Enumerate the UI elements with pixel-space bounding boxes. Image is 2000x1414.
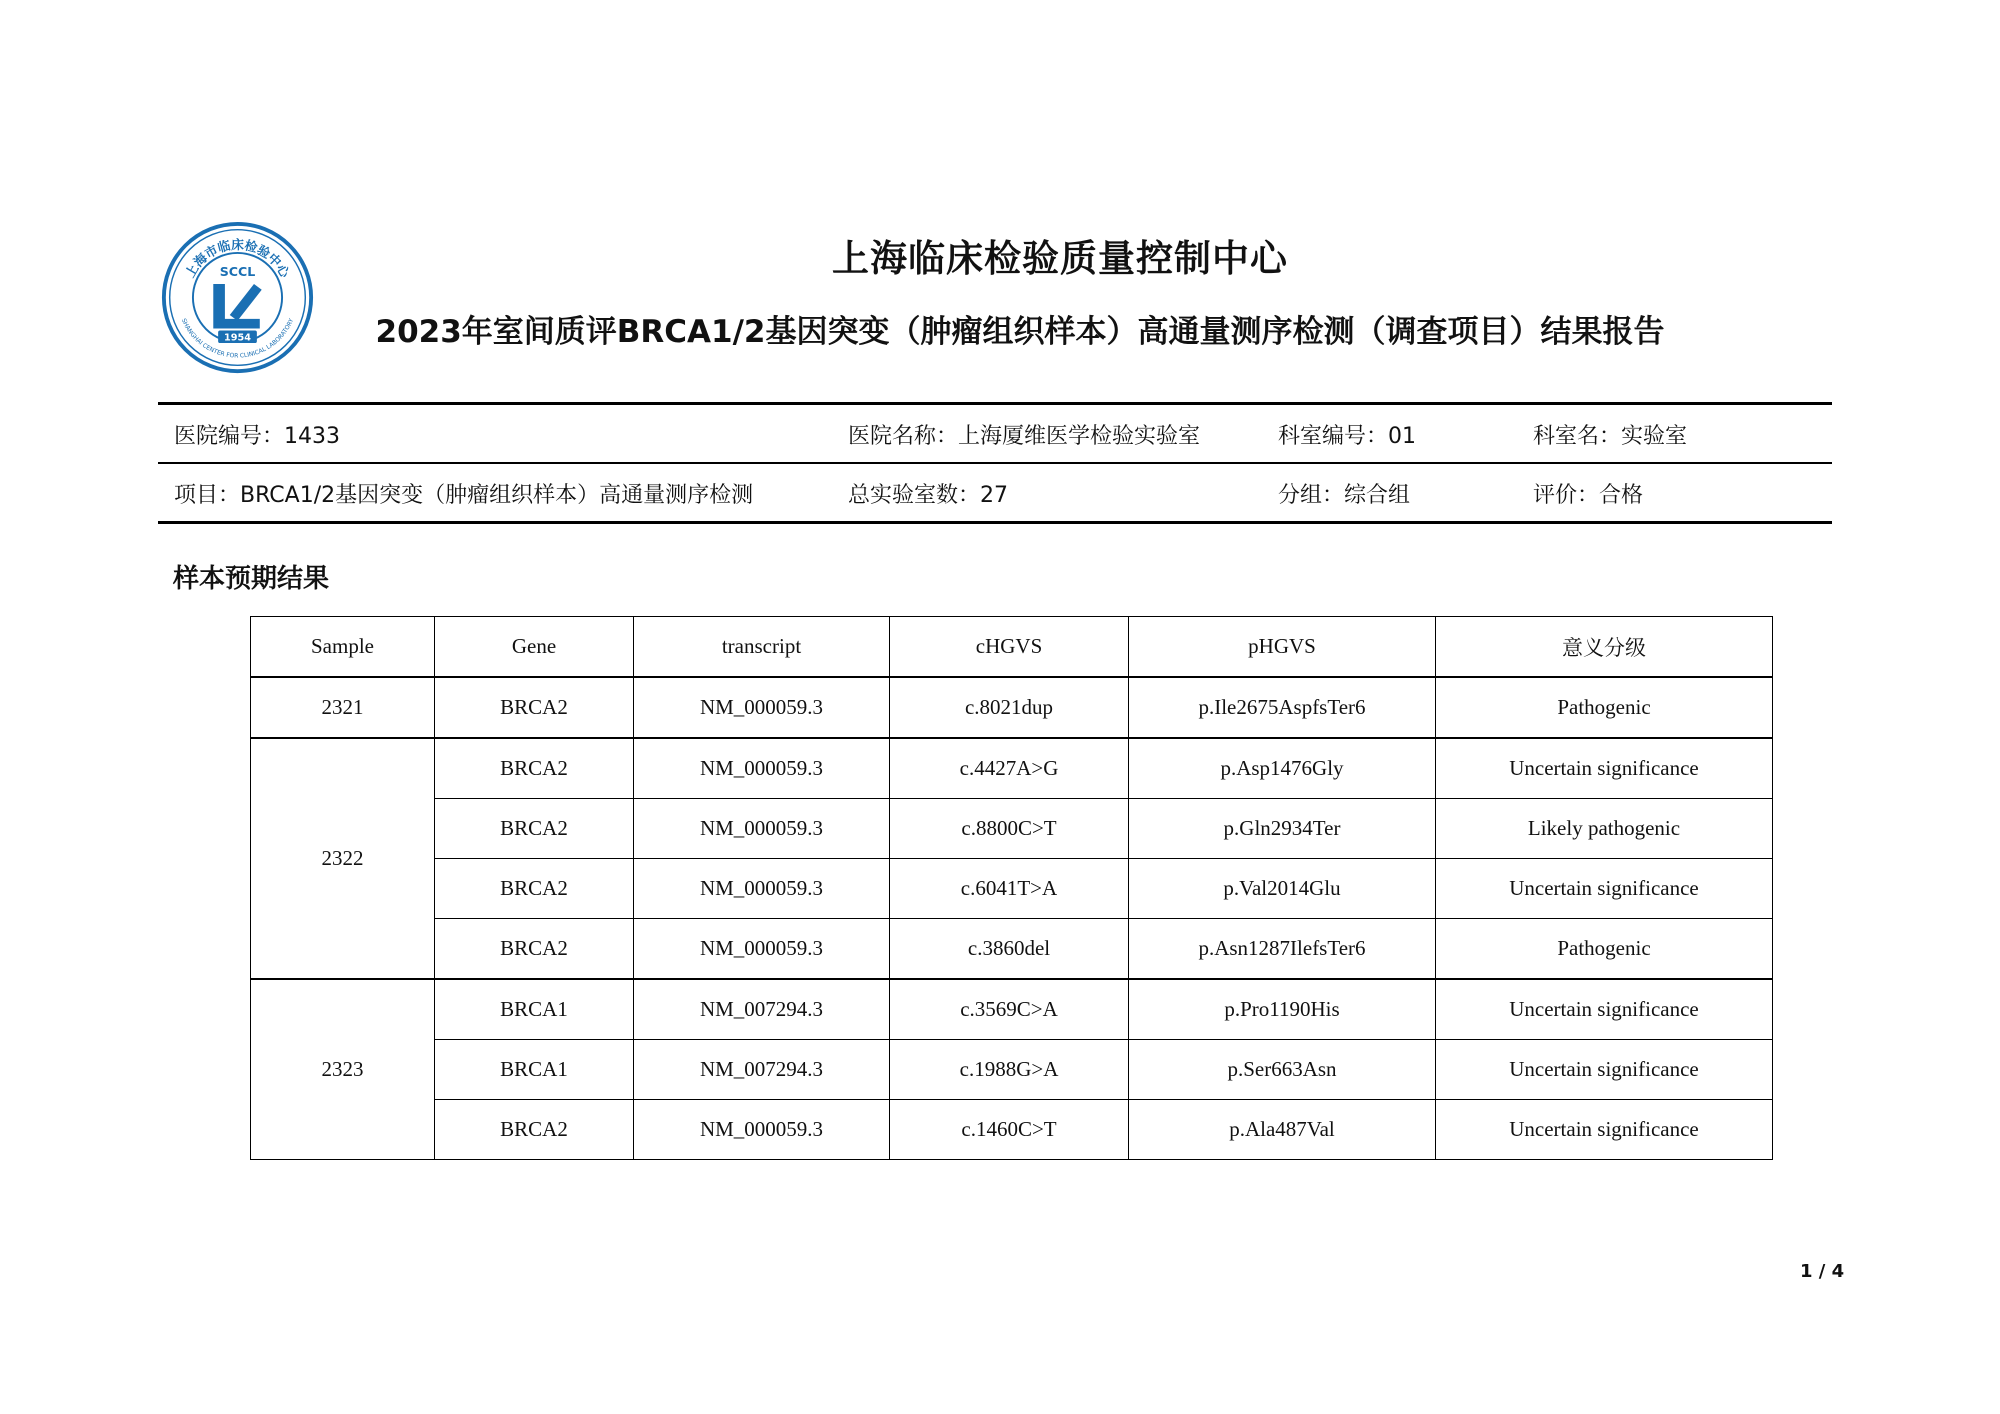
results-table (250, 616, 1773, 1160)
gene-cell: BRCA2 (435, 1100, 634, 1160)
transcript-cell: NM_000059.3 (634, 799, 890, 859)
gene-cell: BRCA1 (435, 1040, 634, 1100)
svg-text:SCCL: SCCL (219, 264, 256, 280)
table-row (251, 1100, 1773, 1160)
transcript-cell: NM_000059.3 (634, 738, 890, 799)
page-number: 1 / 4 (1800, 1261, 1845, 1282)
table-row (251, 1040, 1773, 1100)
phgvs-cell: p.Asp1476Gly (1129, 738, 1436, 799)
evaluation: 评价：合格 (1533, 483, 1644, 508)
significance-cell: Pathogenic (1436, 677, 1773, 738)
chgvs-cell: c.3569C>A (890, 979, 1129, 1040)
chgvs-cell: c.8800C>T (890, 799, 1129, 859)
phgvs-cell: p.Asn1287IlefsTer6 (1129, 919, 1436, 980)
header-transcript: transcript (634, 617, 890, 678)
chgvs-cell: c.6041T>A (890, 859, 1129, 919)
transcript-cell: NM_000059.3 (634, 1100, 890, 1160)
chgvs-cell: c.3860del (890, 919, 1129, 980)
significance-cell: Uncertain significance (1436, 738, 1773, 799)
header-gene: Gene (435, 617, 634, 678)
chgvs-cell: c.4427A>G (890, 738, 1129, 799)
transcript-cell: NM_007294.3 (634, 1040, 890, 1100)
significance-cell: Uncertain significance (1436, 859, 1773, 919)
sample-cell: 2321 (251, 677, 435, 738)
gene-cell: BRCA2 (435, 677, 634, 738)
phgvs-cell: p.Pro1190His (1129, 979, 1436, 1040)
gene-cell: BRCA2 (435, 919, 634, 980)
svg-text:SHANGHAI CENTER FOR CLINICAL L: SHANGHAI CENTER FOR CLINICAL LABORATORY (179, 317, 296, 360)
table-row (251, 677, 1773, 738)
gene-cell: BRCA2 (435, 738, 634, 799)
header-sample: Sample (251, 617, 435, 678)
dept-id: 科室编号：01 (1278, 424, 1416, 449)
info-row-2 (158, 462, 1832, 521)
gene-cell: BRCA2 (435, 859, 634, 919)
significance-cell: Uncertain significance (1436, 979, 1773, 1040)
header-phgvs: pHGVS (1129, 617, 1436, 678)
phgvs-cell: p.Ser663Asn (1129, 1040, 1436, 1100)
group: 分组：综合组 (1278, 483, 1411, 508)
info-block (158, 402, 1832, 524)
svg-text:上海市临床检验中心: 上海市临床检验中心 (182, 237, 293, 280)
report-subtitle: 2023年室间质评BRCA1/2基因突变（肿瘤组织样本）高通量测序检测（调查项目）结果报告 (375, 314, 1665, 350)
chgvs-cell: c.1460C>T (890, 1100, 1129, 1160)
significance-cell: Uncertain significance (1436, 1040, 1773, 1100)
phgvs-cell: p.Ile2675AspfsTer6 (1129, 677, 1436, 738)
report-title: 上海临床检验质量控制中心 (832, 237, 1288, 280)
phgvs-cell: p.Ala487Val (1129, 1100, 1436, 1160)
table-row (251, 799, 1773, 859)
phgvs-cell: p.Gln2934Ter (1129, 799, 1436, 859)
significance-cell: Pathogenic (1436, 919, 1773, 980)
table-header-row (251, 617, 1773, 678)
transcript-cell: NM_007294.3 (634, 979, 890, 1040)
chgvs-cell: c.1988G>A (890, 1040, 1129, 1100)
info-row-1 (158, 405, 1832, 462)
table-row (251, 738, 1773, 799)
hospital-id: 医院编号：1433 (174, 424, 340, 449)
phgvs-cell: p.Val2014Glu (1129, 859, 1436, 919)
table-row (251, 979, 1773, 1040)
gene-cell: BRCA1 (435, 979, 634, 1040)
gene-cell: BRCA2 (435, 799, 634, 859)
section-title: 样本预期结果 (173, 564, 330, 594)
table-row (251, 859, 1773, 919)
significance-cell: Uncertain significance (1436, 1100, 1773, 1160)
svg-text:1954: 1954 (224, 332, 251, 344)
total-labs: 总实验室数：27 (848, 483, 1008, 508)
sample-cell: 2322 (251, 738, 435, 979)
table-row (251, 919, 1773, 980)
transcript-cell: NM_000059.3 (634, 919, 890, 980)
transcript-cell: NM_000059.3 (634, 677, 890, 738)
project: 项目：BRCA1/2基因突变（肿瘤组织样本）高通量测序检测 (174, 483, 754, 508)
chgvs-cell: c.8021dup (890, 677, 1129, 738)
hospital-name: 医院名称：上海厦维医学检验实验室 (848, 424, 1201, 449)
sample-cell: 2323 (251, 979, 435, 1160)
header-significance: 意义分级 (1436, 617, 1773, 678)
significance-cell: Likely pathogenic (1436, 799, 1773, 859)
transcript-cell: NM_000059.3 (634, 859, 890, 919)
header-chgvs: cHGVS (890, 617, 1129, 678)
dept-name: 科室名：实验室 (1533, 424, 1688, 449)
